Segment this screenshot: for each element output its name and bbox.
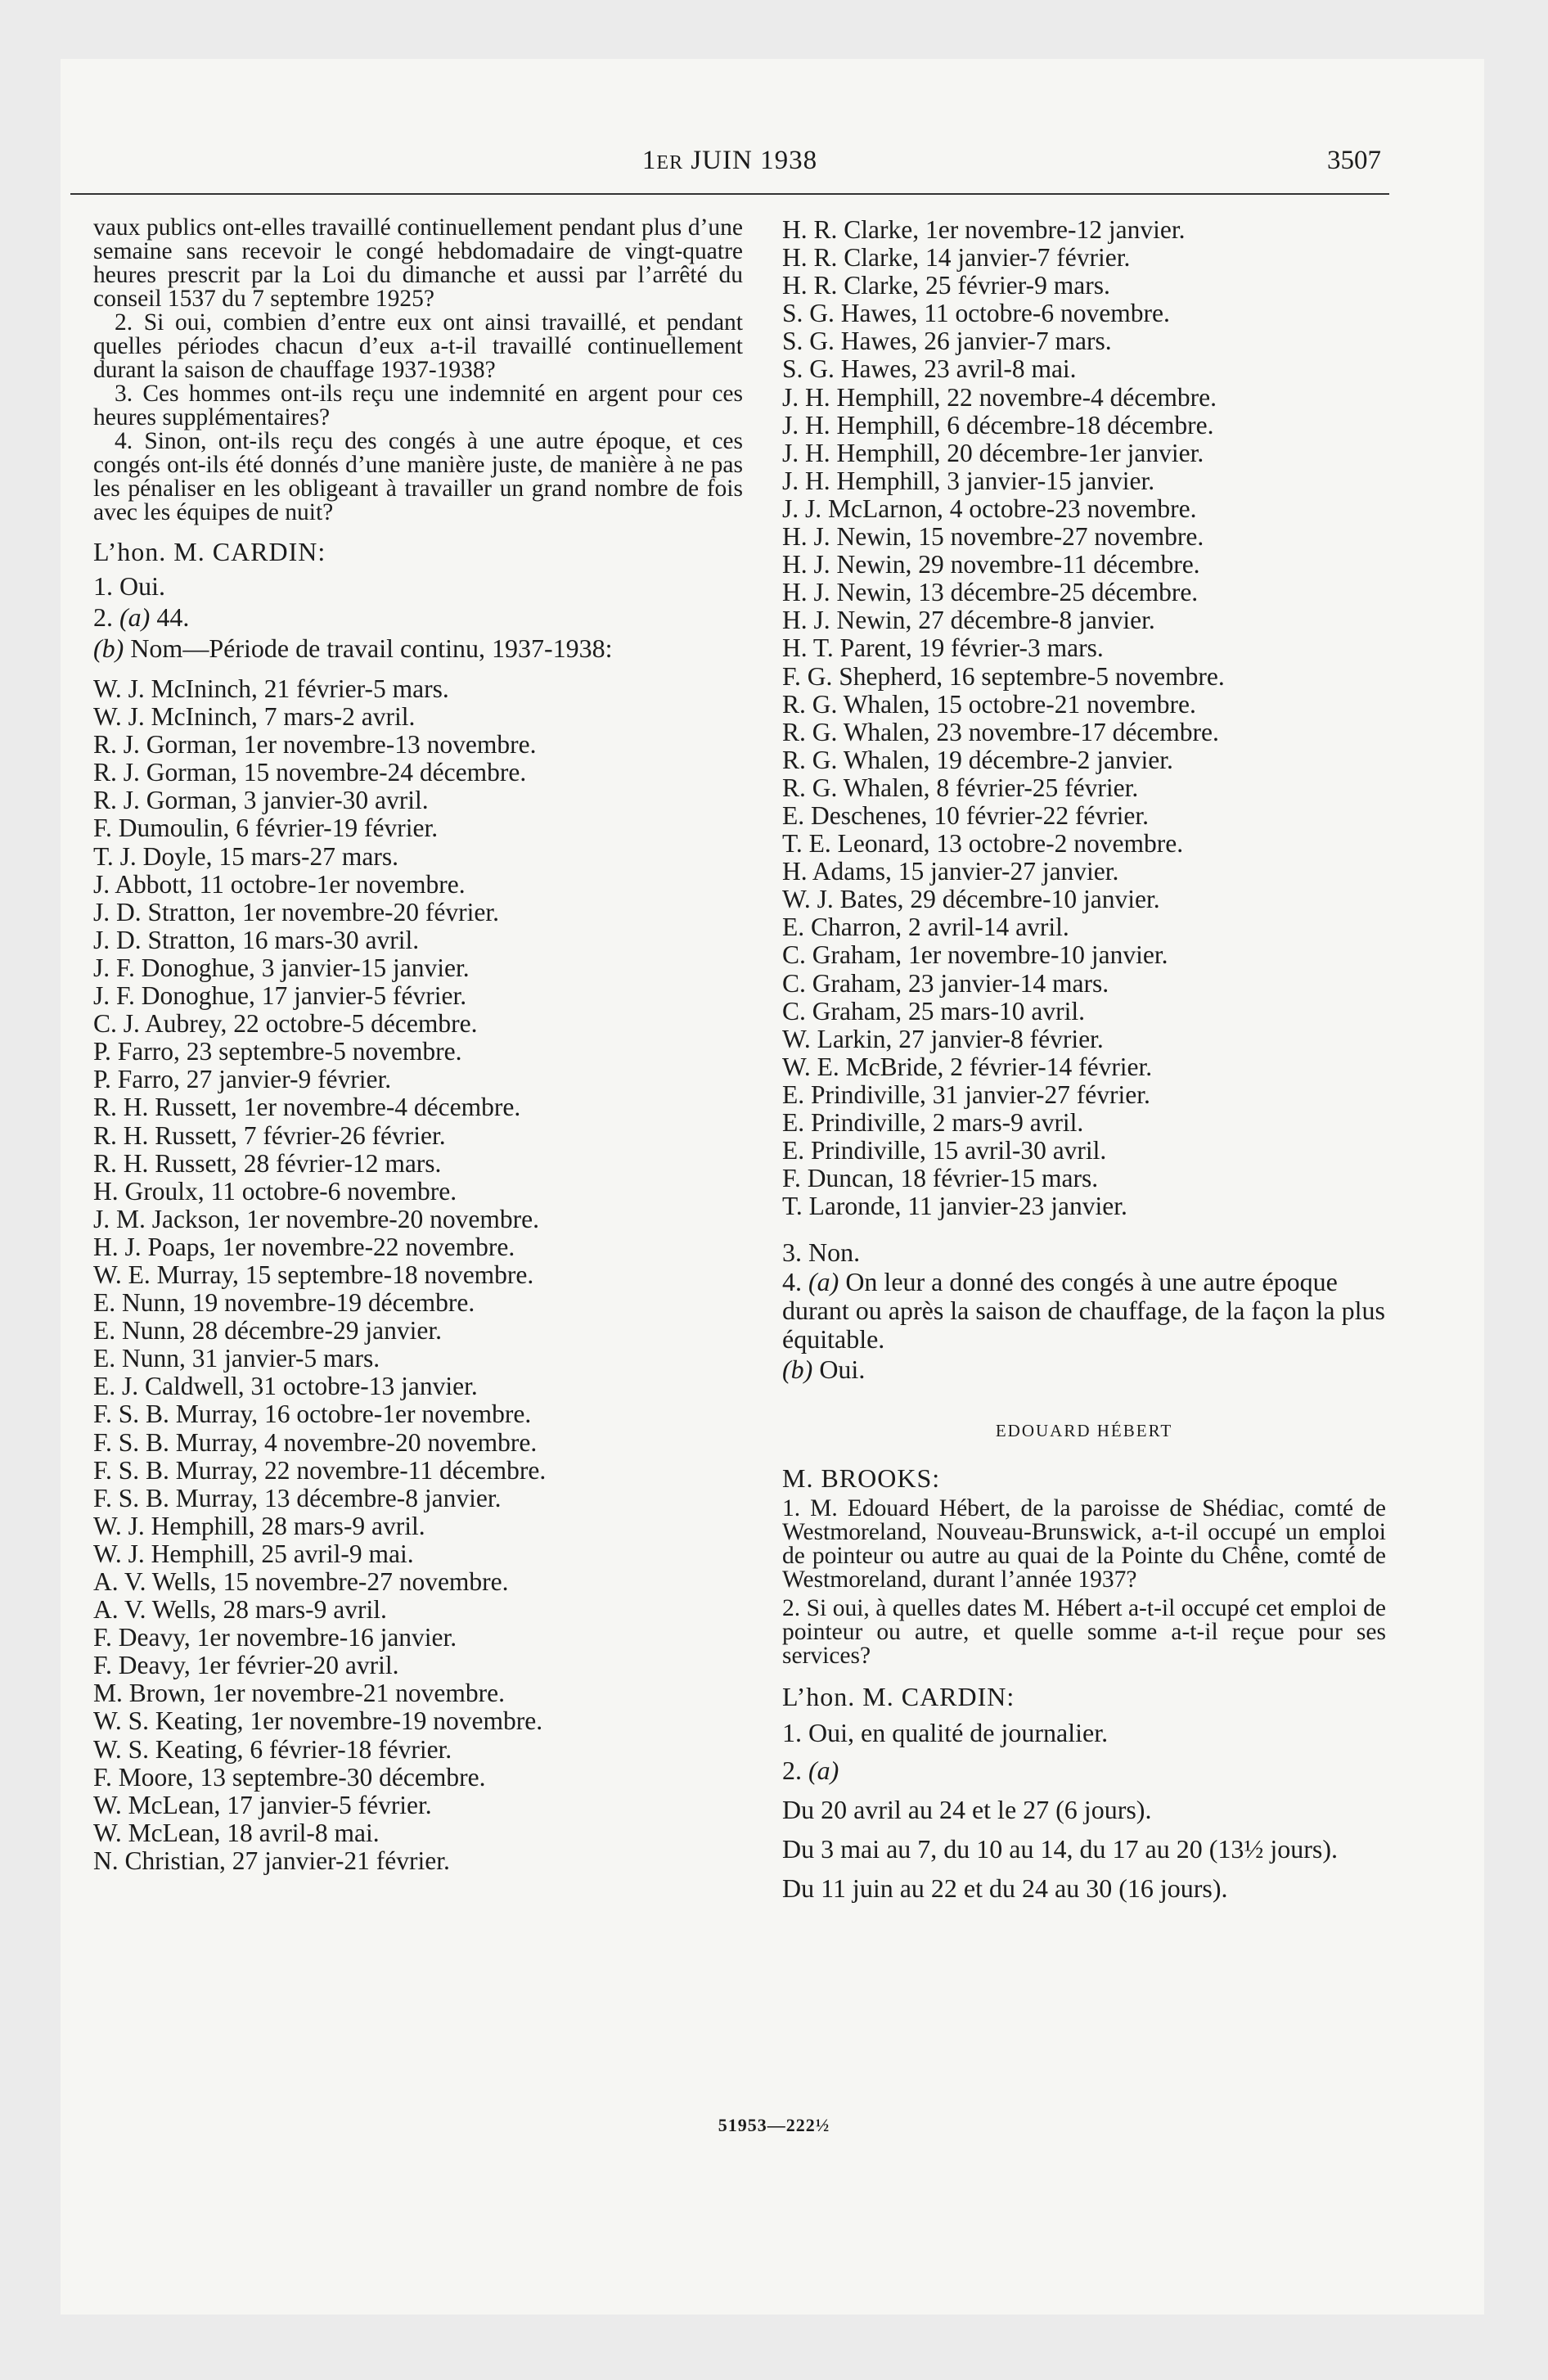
page-number: 3507 [1327, 146, 1381, 175]
list-item: S. G. Hawes, 23 avril-8 mai. [782, 354, 1077, 384]
list-item: R. J. Gorman, 3 janvier-30 avril. [93, 786, 429, 815]
list-item: W. J. Hemphill, 25 avril-9 mai. [93, 1539, 414, 1568]
list-item: C. Graham, 25 mars-10 avril. [782, 996, 1086, 1025]
list-item: E. Prindiville, 31 janvier-27 février. [782, 1080, 1150, 1109]
list-item: W. McLean, 18 avril-8 mai. [93, 1818, 380, 1847]
left-column [93, 216, 743, 1875]
list-item: R. G. Whalen, 15 octobre-21 novembre. [782, 689, 1196, 719]
answer-1: 1. Oui. [93, 571, 165, 601]
speaker-cardin: L’hon. M. CARDIN: [93, 537, 326, 566]
list-item: W. Larkin, 27 janvier-8 février. [782, 1024, 1104, 1053]
list-item: E. Prindiville, 2 mars-9 avril. [782, 1108, 1084, 1137]
list-item: C. J. Aubrey, 22 octobre-5 décembre. [93, 1009, 478, 1039]
list-item: C. Graham, 1er novembre-10 janvier. [782, 940, 1168, 970]
list-item: E. Nunn, 28 décembre-29 janvier. [93, 1316, 442, 1346]
list-item: C. Graham, 23 janvier-14 mars. [782, 968, 1109, 998]
dates-3: Du 11 juin au 22 et du 24 au 30 (16 jours). [782, 1873, 1228, 1904]
speaker-cardin-2: L’hon. M. CARDIN: [782, 1682, 1015, 1712]
list-item: F. Dumoulin, 6 février-19 février. [93, 814, 439, 843]
list-item: J. F. Donoghue, 17 janvier-5 février. [93, 981, 467, 1011]
list-item: F. S. B. Murray, 16 octobre-1er novembre. [93, 1400, 532, 1429]
list-item: F. Moore, 13 septembre-30 décembre. [93, 1762, 486, 1792]
list-item: H. J. Newin, 27 décembre-8 janvier. [782, 606, 1155, 635]
list-item: E. J. Caldwell, 31 octobre-13 janvier. [93, 1372, 478, 1401]
list-item: F. S. B. Murray, 4 novembre-20 novembre. [93, 1427, 538, 1457]
hebert-question-1: 1. M. Edouard Hébert, de la paroisse de Shédiac, comté de Westmoreland, Nouveau-Brunswick, a-t-il occupé un emploi de pointeur ou autre au quai de la Pointe du Chêne, comté de Westmoreland, durant l’année 1937? [782, 1495, 1386, 1593]
list-item: J. H. Hemphill, 6 décembre-18 décembre. [782, 410, 1214, 439]
list-item: F. S. B. Murray, 13 décembre-8 janvier. [93, 1483, 502, 1512]
left-entries-list [93, 675, 743, 1875]
list-item: R. H. Russett, 7 février-26 février. [93, 1120, 446, 1150]
list-item: H. T. Parent, 19 février-3 mars. [782, 633, 1104, 663]
list-item: E. Nunn, 19 novembre-19 décembre. [93, 1288, 475, 1318]
question-3: 3. Ces hommes ont-ils reçu une indemnité en argent pour ces heures supplémentaires? [93, 381, 743, 430]
list-item: W. McLean, 17 janvier-5 février. [93, 1790, 432, 1819]
list-item: J. F. Donoghue, 3 janvier-15 janvier. [93, 953, 470, 982]
list-item: W. S. Keating, 1er novembre-19 novembre. [93, 1706, 543, 1736]
header-rule [70, 193, 1389, 195]
page-header [70, 146, 1389, 192]
list-item: H. J. Newin, 29 novembre-11 décembre. [782, 550, 1200, 579]
list-item: N. Christian, 27 janvier-21 février. [93, 1846, 450, 1875]
list-item: H. R. Clarke, 25 février-9 mars. [782, 271, 1110, 300]
list-item: W. E. Murray, 15 septembre-18 novembre. [93, 1260, 534, 1289]
list-item: J. H. Hemphill, 3 janvier-15 janvier. [782, 466, 1155, 495]
list-item: W. S. Keating, 6 février-18 février. [93, 1734, 452, 1764]
list-item: R. H. Russett, 1er novembre-4 décembre. [93, 1093, 521, 1122]
list-item: S. G. Hawes, 11 octobre-6 novembre. [782, 299, 1170, 328]
list-item: R. J. Gorman, 15 novembre-24 décembre. [93, 758, 527, 787]
list-item: R. G. Whalen, 8 février-25 février. [782, 773, 1139, 802]
list-item: H. R. Clarke, 1er novembre-12 janvier. [782, 215, 1186, 244]
list-item: H. J. Poaps, 1er novembre-22 novembre. [93, 1232, 515, 1261]
list-item: H. J. Newin, 13 décembre-25 décembre. [782, 578, 1199, 607]
list-item: H. Adams, 15 janvier-27 janvier. [782, 857, 1119, 886]
list-item: E. Deschenes, 10 février-22 février. [782, 800, 1150, 830]
right-column [782, 216, 1386, 1904]
answer-3: 3. Non. [782, 1237, 861, 1268]
list-item: A. V. Wells, 28 mars-9 avril. [93, 1595, 387, 1625]
list-item: E. Prindiville, 15 avril-30 avril. [782, 1136, 1107, 1165]
list-item: S. G. Hawes, 26 janvier-7 mars. [782, 327, 1112, 356]
list-item: M. Brown, 1er novembre-21 novembre. [93, 1679, 506, 1708]
list-item: P. Farro, 27 janvier-9 février. [93, 1065, 392, 1094]
list-item: T. E. Leonard, 13 octobre-2 novembre. [782, 829, 1184, 859]
list-item: J. H. Hemphill, 22 novembre-4 décembre. [782, 382, 1217, 412]
answer-4b: (b) Oui. [782, 1355, 866, 1385]
footer-code: 51953—222½ [718, 2115, 830, 2135]
answer-2b: (b) Nom—Période de travail continu, 1937-1938: [93, 633, 613, 663]
right-entries-list [782, 216, 1386, 1220]
speaker-brooks: M. BROOKS: [782, 1463, 941, 1494]
list-item: E. Nunn, 31 janvier-5 mars. [93, 1344, 380, 1373]
list-item: H. J. Newin, 15 novembre-27 novembre. [782, 522, 1204, 552]
answer-4a: 4. (a) On leur a donné des congés à une autre époque durant ou après la saison de chauffage, de la façon la plus équitable. [782, 1267, 1385, 1355]
list-item: R. G. Whalen, 19 décembre-2 janvier. [782, 745, 1173, 774]
list-item: W. J. Hemphill, 28 mars-9 avril. [93, 1511, 425, 1540]
list-item: J. D. Stratton, 1er novembre-20 février. [93, 897, 499, 926]
list-item: R. H. Russett, 28 février-12 mars. [93, 1148, 442, 1178]
question-4: 4. Sinon, ont-ils reçu des congés à une autre époque, et ces congés ont-ils été donnés d’une manière juste, de manière à ne pas les pénaliser en les obligeant à travailler un grand nombre de fois avec les équipes de nuit? [93, 428, 743, 525]
question-continuation: vaux publics ont-elles travaillé continuellement pendant plus d’une semaine sans recevoir le congé hebdomadaire de vingt-quatre heures prescrit par la Loi du dimanche et aussi par l’arrêté du conseil 1537 du 7 septembre 1925? [93, 214, 743, 312]
answer-2a: 2. (a) 44. [93, 602, 190, 632]
list-item: W. J. McIninch, 21 février-5 mars. [93, 674, 449, 703]
hebert-answer-2a: 2. (a) [782, 1756, 839, 1786]
list-item: F. Deavy, 1er novembre-16 janvier. [93, 1623, 457, 1652]
list-item: R. J. Gorman, 1er novembre-13 novembre. [93, 730, 537, 760]
hebert-answer-1: 1. Oui, en qualité de journalier. [782, 1718, 1109, 1748]
header-date: 1ER JUIN 1938 [641, 146, 818, 175]
dates-2: Du 3 mai au 7, du 10 au 14, du 17 au 20 (13½ jours). [782, 1834, 1339, 1864]
hebert-question-2: 2. Si oui, à quelles dates M. Hébert a-t-il occupé cet emploi de pointeur ou autre, et quelle somme a-t-il reçue pour ses services? [782, 1595, 1386, 1670]
list-item: J. H. Hemphill, 20 décembre-1er janvier. [782, 438, 1204, 467]
list-item: R. G. Whalen, 23 novembre-17 décembre. [782, 717, 1219, 746]
list-item: W. E. McBride, 2 février-14 février. [782, 1052, 1153, 1081]
list-item: F. Duncan, 18 février-15 mars. [782, 1164, 1099, 1193]
list-item: J. D. Stratton, 16 mars-30 avril. [93, 925, 420, 954]
list-item: H. R. Clarke, 14 janvier-7 février. [782, 243, 1131, 273]
list-item: F. G. Shepherd, 16 septembre-5 novembre. [782, 661, 1225, 691]
list-item: T. Laronde, 11 janvier-23 janvier. [782, 1192, 1127, 1221]
list-item: W. J. McIninch, 7 mars-2 avril. [93, 702, 416, 732]
question-2: 2. Si oui, combien d’entre eux ont ainsi travaillé, et pendant quelles périodes chacun d’eux a-t-il travaillé continuellement durant la saison de chauffage 1937-1938? [93, 309, 743, 383]
list-item: F. S. B. Murray, 22 novembre-11 décembre. [93, 1455, 547, 1485]
list-item: E. Charron, 2 avril-14 avril. [782, 913, 1069, 942]
dates-1: Du 20 avril au 24 et le 27 (6 jours). [782, 1795, 1152, 1825]
list-item: J. J. McLarnon, 4 octobre-23 novembre. [782, 494, 1197, 523]
list-item: P. Farro, 23 septembre-5 novembre. [93, 1037, 462, 1066]
list-item: W. J. Bates, 29 décembre-10 janvier. [782, 885, 1160, 914]
list-item: H. Groulx, 11 octobre-6 novembre. [93, 1176, 457, 1206]
section-title: EDOUARD HÉBERT [995, 1421, 1173, 1441]
list-item: F. Deavy, 1er février-20 avril. [93, 1651, 399, 1680]
list-item: T. J. Doyle, 15 mars-27 mars. [93, 841, 398, 871]
list-item: J. Abbott, 11 octobre-1er novembre. [93, 869, 466, 899]
list-item: A. V. Wells, 15 novembre-27 novembre. [93, 1567, 509, 1596]
list-item: J. M. Jackson, 1er novembre-20 novembre. [93, 1204, 539, 1233]
